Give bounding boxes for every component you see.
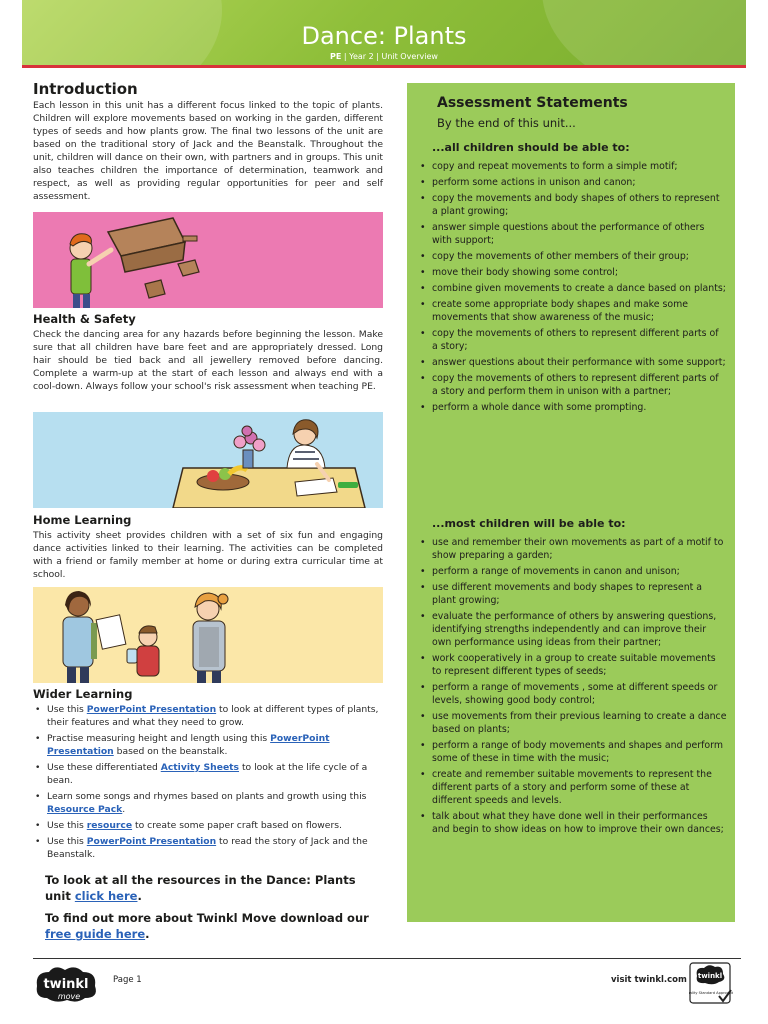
list-item: • answer questions about their performance with some support; <box>417 356 727 369</box>
list-item: • copy the movements of others to represent different parts of a story and perform them in unison with a partner; <box>417 372 727 398</box>
list-item-text: to look at different types of plants, their features and what they need to grow. <box>47 704 379 728</box>
wider-learning-list <box>33 703 383 864</box>
list-item: • move their body showing some control; <box>417 266 727 279</box>
activity-sheets-link[interactable]: Activity Sheets <box>160 762 240 773</box>
list-item: • work cooperatively in a group to create suitable movements to represent different types of seeds; <box>417 652 727 678</box>
quality-standard-badge <box>689 962 733 1004</box>
logo-subtext: move <box>57 992 81 1001</box>
wider-learning-heading: Wider Learning <box>33 687 133 701</box>
visit-twinkl-link[interactable]: visit twinkl.com <box>611 975 687 985</box>
list-item: • create some appropriate body shapes and make some movements that show awareness of the music; <box>417 298 727 324</box>
footer-divider <box>33 958 741 959</box>
all-children-heading: ...all children should be able to: <box>432 141 630 154</box>
list-item-text: Use this <box>47 836 87 847</box>
list-item <box>33 790 383 816</box>
cta-text: . <box>137 889 142 903</box>
list-item <box>33 819 383 832</box>
list-item: • perform a range of body movements and shapes and perform some of these in time with the music; <box>417 739 727 765</box>
cta-text: To look at all the resources in the Dance: Plants unit <box>45 873 356 903</box>
list-item: • copy the movements of others to represent different parts of a story; <box>417 327 727 353</box>
introduction-text: Each lesson in this unit has a different focus linked to the topic of plants. Children will explore movements based on working in the garden, different types of seeds and how plants grow. The final two lessons of the unit are based on the traditional story of Jack and the Beanstalk. Throughout the unit, children will dance on their own, with partners and in groups. This unit also teaches children the importance of determination, teamwork and respect, as well as providing regular opportunities for peer and self assessment. <box>33 100 383 202</box>
resource-link[interactable]: resource <box>86 820 133 831</box>
all-children-list <box>417 160 727 417</box>
list-item-text: . <box>122 804 126 815</box>
illustration-teacher-and-children <box>33 587 383 683</box>
illustration-girl-at-desk <box>33 412 383 508</box>
list-item: • create and remember suitable movements to represent the different parts of a story and perform some of these at different speeds and levels. <box>417 768 727 807</box>
list-item: • answer simple questions about the performance of others with support; <box>417 221 727 247</box>
home-learning-heading: Home Learning <box>33 513 132 527</box>
list-item-text: to look at the life cycle of a bean. <box>47 762 368 786</box>
page-subtitle <box>22 51 746 63</box>
page-title: Dance: Plants <box>301 22 467 50</box>
list-item: • perform a range of movements in canon and unison; <box>417 565 727 578</box>
logo-text: twinkl <box>43 977 89 992</box>
list-item-text: to read the story of Jack and the Beanstalk. <box>47 836 368 860</box>
twinkl-move-logo <box>33 964 103 1004</box>
badge-text: Quality Standard Approved <box>689 991 733 995</box>
list-item-text: Use these differentiated <box>47 762 161 773</box>
powerpoint-link[interactable]: PowerPoint Presentation <box>47 733 330 757</box>
most-children-heading: ...most children will be able to: <box>432 517 626 530</box>
illustration-child-with-boxes <box>33 212 383 308</box>
health-safety-heading: Health & Safety <box>33 312 136 326</box>
list-item: • copy and repeat movements to form a simple motif; <box>417 160 727 173</box>
list-item: • combine given movements to create a dance based on plants; <box>417 282 727 295</box>
list-item <box>33 732 383 758</box>
unit-meta: | Year 2 | Unit Overview <box>341 52 438 61</box>
free-guide-link[interactable]: free guide here <box>45 927 146 941</box>
health-safety-text: Check the dancing area for any hazards before beginning the lesson. Make sure that all children have bare feet and are appropriately dressed. Long hair should be tied back and all jewellery removed before dancing. Complete a warm-up at the start of each lesson and always end with a cool-down. Always follow your school's risk assessment when teaching PE. <box>33 329 383 392</box>
list-item <box>33 703 383 729</box>
list-item-text: Use this <box>47 820 87 831</box>
page-number: Page 1 <box>113 975 142 985</box>
list-item <box>33 835 383 861</box>
assessment-subtitle: By the end of this unit... <box>437 116 576 130</box>
assessment-panel <box>407 83 735 922</box>
list-item <box>33 761 383 787</box>
list-item-text: Learn some songs and rhymes based on plants and growth using this <box>47 791 367 802</box>
list-item-text: Use this <box>47 704 87 715</box>
list-item: • talk about what they have done well in their performances and begin to show ideas on how to improve their own dances; <box>417 810 727 836</box>
list-item-text: to create some paper craft based on flowers. <box>132 820 342 831</box>
list-item: • perform some actions in unison and canon; <box>417 176 727 189</box>
assessment-title: Assessment Statements <box>437 95 628 111</box>
list-item: • use different movements and body shapes to represent a plant growing; <box>417 581 727 607</box>
subject-label: PE <box>330 52 342 61</box>
list-item: • perform a whole dance with some prompting. <box>417 401 727 414</box>
most-children-list <box>417 536 727 839</box>
powerpoint-link[interactable]: PowerPoint Presentation <box>86 836 217 847</box>
list-item: • evaluate the performance of others by answering questions, identifying strengths independently and can improve their own performance using ideas from their partner; <box>417 610 727 649</box>
click-here-link[interactable]: click here <box>74 889 138 903</box>
resources-cta <box>45 872 375 904</box>
list-item: • use and remember their own movements as part of a motif to show preparing a garden; <box>417 536 727 562</box>
badge-logo-text: twinkl <box>697 972 723 980</box>
introduction-heading: Introduction <box>33 80 138 98</box>
list-item: • use movements from their previous learning to create a dance based on plants; <box>417 710 727 736</box>
list-item: • perform a range of movements , some at different speeds or levels, showing good body control; <box>417 681 727 707</box>
home-learning-text: This activity sheet provides children with a set of six fun and engaging dance activities linked to their learning. The activities can be completed with a friend or family member at home or during extra curricular time at school. <box>33 530 383 580</box>
list-item: • copy the movements and body shapes of others to represent a plant growing; <box>417 192 727 218</box>
list-item-text: Practise measuring height and length using this <box>47 733 271 744</box>
resource-pack-link[interactable]: Resource Pack <box>47 804 123 815</box>
page-header <box>22 0 746 68</box>
list-item-text: based on the beanstalk. <box>113 746 228 757</box>
cta-text: . <box>145 927 150 941</box>
powerpoint-link[interactable]: PowerPoint Presentation <box>86 704 217 715</box>
guide-cta <box>45 910 375 942</box>
list-item: • copy the movements of other members of their group; <box>417 250 727 263</box>
cta-text: To find out more about Twinkl Move download our <box>45 911 369 925</box>
